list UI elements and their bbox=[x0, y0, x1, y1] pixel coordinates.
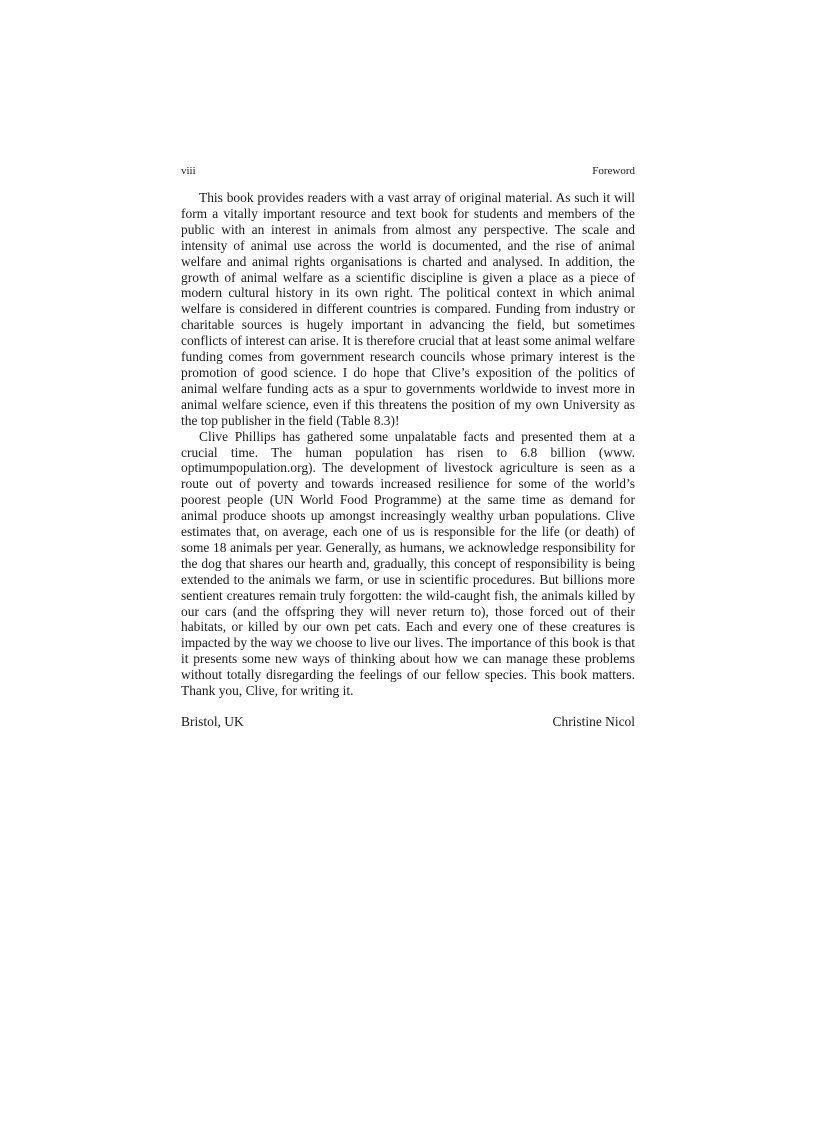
running-head bbox=[181, 164, 635, 178]
signoff bbox=[181, 714, 635, 730]
section-title: Foreword bbox=[592, 165, 635, 177]
foreword-body bbox=[181, 190, 635, 699]
page-number: viii bbox=[181, 165, 196, 177]
signoff-author: Christine Nicol bbox=[552, 714, 635, 729]
signoff-place: Bristol, UK bbox=[181, 714, 244, 729]
paragraph-2: Clive Phillips has gathered some unpalatable facts and presented them at a crucial time. The human population has risen to 6.8 billion (www.​optimumpopulation.org). The development of livestock agriculture is seen as a route out of poverty and towards increased resilience for some of the world’s poorest people (UN World Food Programme) at the same time as demand for animal produce shoots up amongst increasingly wealthy urban populations. Clive estimates that, on average, each one of us is responsible for the life (or death) of some 18 animals per year. Generally, as humans, we acknowledge responsibility for the dog that shares our hearth and, gradually, this concept of responsibility is being extended to the animals we farm, or use in scientific procedures. But billions more sentient creatures remain truly forgotten: the wild-caught fish, the animals killed by our cars (and the offspring they will never return to), those forced out of their habitats, or killed by our own pet cats. Each and every one of these creatures is impacted by the way we choose to live our lives. The importance of this book is that it presents some new ways of thinking about how we can manage these problems without totally disregarding the feelings of our fellow species. This book matters. Thank you, Clive, for writing it. bbox=[181, 428, 635, 699]
paragraph-1: This book provides readers with a vast array of original material. As such it will form a vitally important resource and text book for students and members of the public with an interest in animals from almost any perspective. The scale and intensity of animal use across the world is documented, and the rise of animal welfare and animal rights organisations is charted and analysed. In addition, the growth of animal welfare as a scientific discipline is given a place as a piece of modern cultural history in its own right. The political context in which animal welfare is considered in different countries is compared. Funding from industry or charitable sources is hugely important in advancing the field, but sometimes conflicts of interest can arise. It is therefore crucial that at least some animal welfare funding comes from government research councils whose primary interest is the promotion of good science. I do hope that Clive’s exposition of the politics of animal welfare funding acts as a spur to governments worldwide to invest more in animal welfare science, even if this threatens the position of my own University as the top publisher in the field (Table 8.3)! bbox=[181, 190, 635, 428]
